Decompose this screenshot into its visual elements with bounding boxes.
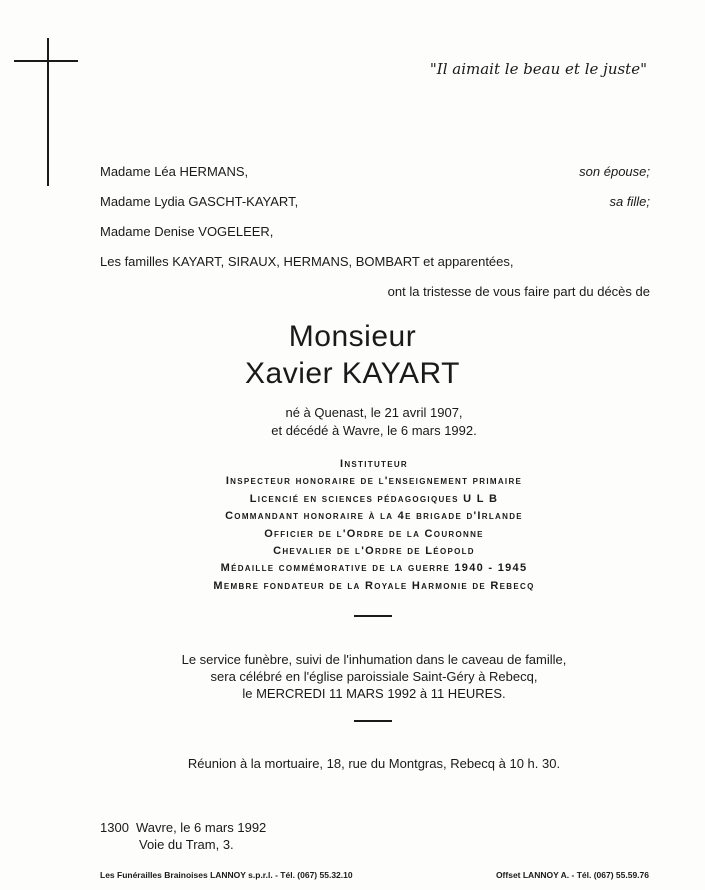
deceased-honorific: Monsieur bbox=[288, 320, 417, 353]
family-relation: sa fille; bbox=[609, 194, 650, 209]
service-line: sera célébré en l'église paroissiale Saint-Géry à Rebecq, bbox=[210, 669, 538, 684]
family-name: Madame Léa HERMANS, bbox=[100, 164, 249, 179]
reunion-info: Réunion à la mortuaire, 18, rue du Montgras, Rebecq à 10 h. 30. bbox=[187, 756, 561, 771]
street-address: Voie du Tram, 3. bbox=[139, 837, 234, 852]
life-dates bbox=[0, 404, 705, 440]
postcode: 1300 bbox=[100, 820, 129, 835]
funeral-service bbox=[0, 651, 705, 702]
honorary-titles bbox=[0, 456, 705, 595]
title-line: Instituteur bbox=[339, 458, 409, 470]
title-line: Officier de l'Ordre de la Couronne bbox=[264, 527, 484, 540]
deceased-name: Xavier KAYART bbox=[245, 357, 460, 390]
title-line: Médaille commémorative de la guerre 1940 - 1945 bbox=[220, 562, 528, 575]
title-line: Inspecteur honoraire de l'enseignement primaire bbox=[225, 475, 523, 488]
cross-icon-bar bbox=[14, 60, 78, 62]
family-relation: son épouse; bbox=[579, 164, 650, 179]
family-name: Les familles KAYART, SIRAUX, HERMANS, BOMBART et apparentées, bbox=[100, 254, 514, 269]
footer-funeral-home: Les Funérailles Brainoises LANNOY s.p.r.l. - Tél. (067) 55.32.10 bbox=[100, 870, 353, 880]
separator-rule bbox=[354, 720, 392, 722]
place-date: Wavre, le 6 mars 1992 bbox=[136, 820, 267, 835]
sender-address bbox=[100, 819, 266, 853]
separator-rule bbox=[354, 615, 392, 617]
title-line: Membre fondateur de la Royale Harmonie de Rebecq bbox=[213, 579, 535, 592]
service-line: Le service funèbre, suivi de l'inhumation dans le caveau de famille, bbox=[181, 652, 567, 667]
title-line: Commandant honoraire à la 4e brigade d'Irlande bbox=[225, 510, 523, 523]
announcement: ont la tristesse de vous faire part du décès de bbox=[387, 284, 650, 299]
family-name: Madame Lydia GASCHT-KAYART, bbox=[100, 194, 299, 209]
title-line: Licencié en sciences pédagogiques U L B bbox=[249, 492, 499, 505]
death-line: et décédé à Wavre, le 6 mars 1992. bbox=[271, 423, 477, 438]
title-line: Chevalier de l'Ordre de Léopold bbox=[273, 545, 475, 558]
footer-printer: Offset LANNOY A. - Tél. (067) 55.59.76 bbox=[495, 870, 649, 880]
epitaph-quote: "Il aimait le beau et le juste" bbox=[429, 60, 647, 78]
family-name: Madame Denise VOGELEER, bbox=[100, 224, 274, 239]
birth-line: né à Quenast, le 21 avril 1907, bbox=[285, 405, 463, 420]
service-line: le MERCREDI 11 MARS 1992 à 11 HEURES. bbox=[242, 686, 506, 701]
